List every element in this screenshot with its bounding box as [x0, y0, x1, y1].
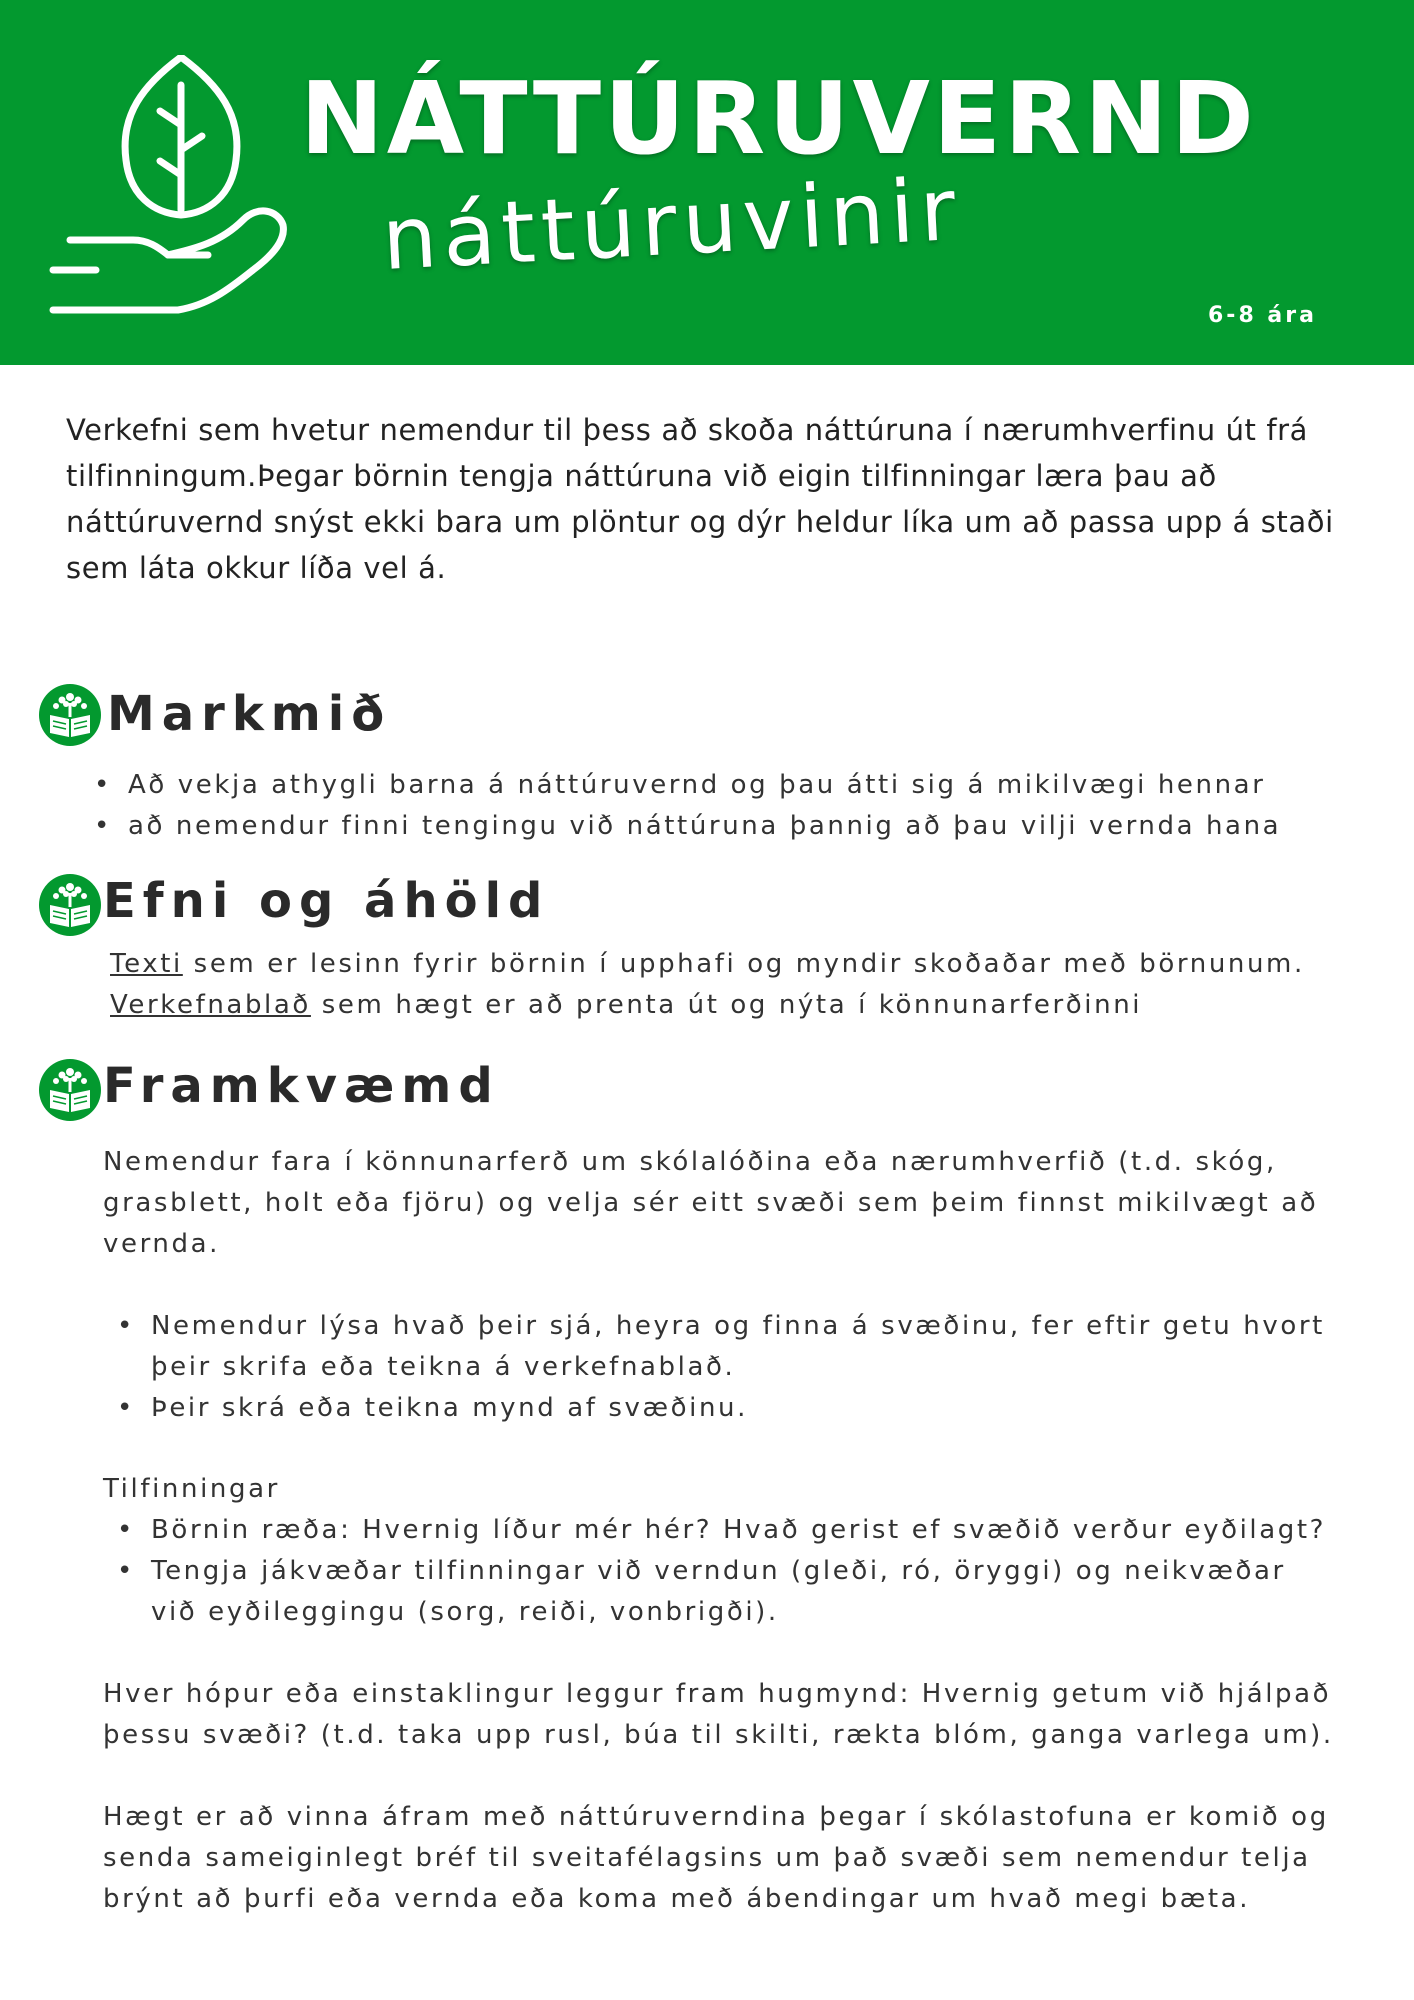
list-item: • að nemendur finni tengingu við náttúruna þannig að þau vilji vernda hana — [80, 806, 1380, 847]
procedure-paragraph-2: Hver hópur eða einstaklingur leggur fram hugmynd: Hvernig getum við hjálpað þessu svæði? (t.d. taka upp rusl, búa til skilti, rækta blóm, ganga varlega um). — [103, 1679, 1334, 1750]
procedure-list-1 — [103, 1306, 1333, 1429]
materials-line-text-desc: sem er lesinn fyrir börnin í upphafi og myndir skoðaðar með börnunum. — [182, 949, 1305, 979]
list-item: • Þeir skrá eða teikna mynd af svæðinu. — [103, 1388, 1333, 1429]
tree-book-icon — [38, 683, 102, 747]
procedure-paragraph-3: Hægt er að vinna áfram með náttúruverndina þegar í skólastofuna er komið og senda sameiginlegt bréf til sveitafélagsins um það svæði sem nemendur telja brýnt að þurfi eða vernda eða koma með ábendingar um hvað megi bæta. — [103, 1802, 1329, 1914]
list-item: • Að vekja athygli barna á náttúruvernd og þau átti sig á mikilvægi hennar — [80, 765, 1380, 806]
page-title: NÁTTÚRUVERND — [300, 60, 1257, 177]
materials-line-worksheet-desc: sem hægt er að prenta út og nýta í könnunarferðinni — [310, 990, 1143, 1020]
feelings-label: Tilfinningar — [103, 1474, 280, 1504]
page-subtitle: náttúruvinir — [379, 159, 964, 290]
header-banner — [0, 0, 1414, 365]
materials-line-text — [110, 944, 1305, 985]
list-item: • Tengja jákvæðar tilfinningar við verndun (gleði, ró, öryggi) og neikvæðar við eyðileggingu (sorg, reiði, vonbrigði). — [103, 1551, 1333, 1633]
section-title-efni: Efni og áhöld — [103, 873, 550, 929]
age-range-label: 6-8 ára — [1208, 303, 1317, 328]
procedure-paragraph-1: Nemendur fara í könnunarferð um skólalóðina eða nærumhverfið (t.d. skóg, grasblett, holt eða fjöru) og velja sér eitt svæði sem þeim finnst mikilvægt að vernda. — [103, 1147, 1319, 1259]
worksheet-link[interactable]: Verkefnablað — [110, 990, 311, 1020]
feelings-list — [103, 1510, 1333, 1633]
section-title-framkvaemd: Framkvæmd — [103, 1058, 500, 1114]
tree-book-icon — [38, 873, 102, 937]
goals-list — [80, 765, 1380, 847]
materials-line-worksheet — [110, 985, 1142, 1026]
list-item: • Börnin ræða: Hvernig líður mér hér? Hvað gerist ef svæðið verður eyðilagt? — [103, 1510, 1333, 1551]
section-title-markmid: Markmið — [107, 686, 392, 742]
text-link[interactable]: Texti — [110, 949, 183, 979]
hand-holding-leaf-icon — [48, 55, 318, 320]
list-item: • Nemendur lýsa hvað þeir sjá, heyra og finna á svæðinu, fer eftir getu hvort þeir skrifa eða teikna á verkefnablað. — [103, 1306, 1333, 1388]
intro-paragraph: Verkefni sem hvetur nemendur til þess að skoða náttúruna í nærumhverfinu út frá tilfinningum.Þegar börnin tengja náttúruna við eigin tilfinningar læra þau að náttúruvernd snýst ekki bara um plöntur og dýr heldur líka um að passa upp á staði sem láta okkur líða vel á. — [66, 413, 1334, 585]
tree-book-icon — [38, 1058, 102, 1122]
